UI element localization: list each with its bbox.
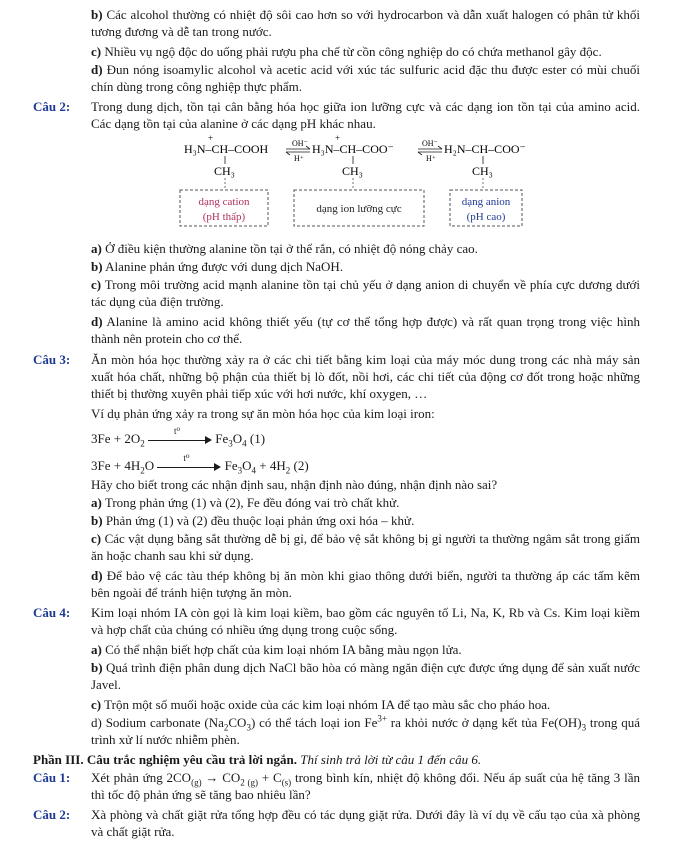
question-3-item-d: d) Để bảo vệ các tàu thép không bị ăn mòn khi giao thông dưới biển, người ta thường áp các tấm kẽm bên ngoài để tránh hiện tượng ăn mòn.: [91, 568, 641, 600]
arrow1-top-label: OH⁻: [292, 139, 308, 148]
part3-question-1-label: Câu 1:: [33, 770, 71, 785]
equation-1: $3Fe + 2O_2$ t⁰ $Fe_3O_4$ (1): [91, 426, 266, 449]
part3-question-1-text: Xét phản ứng $2CO_{(g)} \to CO_{2 (g)} + C_{(s)}$ trong bình kín, nhiệt độ không đổi. Nếu áp suất của hệ tăng 3 lần thì tốc độ phản ứng sẽ tăng bao nhiêu lần?: [91, 770, 640, 802]
anion-box-line1: dạng anion: [461, 196, 511, 208]
plus-charge-1: +: [208, 133, 214, 143]
question-4-item-a: a) Có thể nhận biết hợp chất của kim loại nhóm IA bằng màu ngọn lửa.: [91, 642, 462, 657]
cation-methyl: CH₃: [214, 164, 235, 178]
question-4-item-b: b) Quá trình điện phân dung dịch NaCl bão hòa có màng ngăn điện cực được ứng dụng để sản xuất nước Javel.: [91, 660, 640, 692]
question-3-label: Câu 3:: [33, 352, 71, 367]
zwitterion-box-label: dạng ion lưỡng cực: [316, 203, 402, 215]
part3-question-2-label: Câu 2:: [33, 807, 71, 822]
intro-item-b: b) Các alcohol thường có nhiệt độ sôi cao hơn so với hydrocarbon và dẫn xuất halogen có phân tử khối tương đương và dễ tan trong nước.: [91, 7, 641, 39]
anion-methyl: CH₃: [472, 164, 493, 178]
question-3-ask: Hãy cho biết trong các nhận định sau, nhận định nào đúng, nhận định nào sai?: [91, 477, 498, 492]
question-4-item-c: c) Trộn một số muối hoặc oxide của các kim loại nhóm IA để tạo màu sắc cho pháo hoa.: [91, 697, 551, 712]
anion-formula: H₂N–CH–COO⁻: [444, 142, 526, 156]
question-3-item-a: a) Trong phản ứng (1) và (2), Fe đều đóng vai trò chất khử.: [91, 495, 400, 510]
question-4-item-d: d) Sodium carbonate $(Na_2CO_3)$ có thể tách loại ion $Fe^{3+}$ ra khỏi nước ở dạng kết tủa $Fe(OH)_3$ trong quá trình xử lí nước nhiễm phèn.: [91, 713, 640, 747]
cation-box-line2: (pH thấp): [202, 211, 246, 223]
part-3-heading: Phần III. Câu trắc nghiệm yêu cầu trả lời ngắn. Thí sinh trả lời từ câu 1 đến câu 6.: [33, 752, 482, 767]
intro-item-c: c) Nhiều vụ ngộ độc do uống phải rượu pha chế từ cồn công nghiệp do có chứa methanol gây độc.: [91, 44, 602, 59]
arrow1-bottom-label: H⁺: [294, 154, 304, 163]
arrow2-bottom-label: H⁺: [426, 154, 436, 163]
reaction-arrow-1: t⁰: [148, 435, 212, 445]
question-3-example: Ví dụ phản ứng xảy ra trong sự ăn mòn hóa học của kim loại iron:: [91, 406, 435, 421]
intro-item-d: d) Đun nóng isoamylic alcohol và acetic acid với xúc tác sulfuric acid đặc thu được ester có mùi chuối chín dùng trong công nghiệp thực phẩm.: [91, 62, 641, 94]
question-2-label: Câu 2:: [33, 99, 71, 114]
question-4-label: Câu 4:: [33, 605, 71, 620]
arrow2-forward-head: [438, 146, 442, 149]
zwitterion-formula: H₃N–CH–COO⁻: [312, 142, 394, 156]
reaction-arrow-2: t⁰: [157, 462, 221, 472]
question-3-stem: Ăn mòn hóa học thường xảy ra ở các chi tiết bằng kim loại của máy móc dung trong các nhà máy sản xuất hóa chất, những bộ phận của thiết bị lò đốt, nồi hơi, các chi tiết của động cơ đốt trong hoặc những thiết bị thường xuyên phải tiếp xúc với hơi nước, khí oxygen, …: [91, 352, 640, 401]
question-2-item-c: c) Trong môi trường acid mạnh alanine tồn tại chủ yếu ở dạng anion di chuyển về phía cực dương dưới tác dụng của điện trường.: [91, 277, 641, 309]
question-2-item-d: d) Alanine là amino acid không thiết yếu (tự cơ thể tổng hợp được) và rất quan trọng trong việc hình thành nên protein cho cơ thể.: [91, 314, 640, 346]
arrow2-top-label: OH⁻: [422, 139, 438, 148]
question-4-stem: Kim loại nhóm IA còn gọi là kim loại kiềm, bao gồm các nguyên tố Li, Na, K, Rb và Cs. Kim loại kiềm và hợp chất của chúng có nhiều ứng dụng trong cuộc sống.: [91, 605, 640, 637]
anion-box-line2: (pH cao): [466, 211, 506, 223]
plus-charge-2: +: [335, 133, 341, 143]
alanine-equilibrium-diagram: [170, 132, 590, 230]
equation-2: $3Fe + 4H_2O$ t⁰ $Fe_3O_4 + 4H_2$ (2): [91, 453, 309, 476]
part3-question-2-text: Xà phòng và chất giặt rửa tổng hợp đều có tác dụng giặt rửa. Dưới đây là ví dụ về cấu tạo của xà phòng và chất giặt rửa.: [91, 807, 640, 839]
question-3-item-c: c) Các vật dụng bằng sắt thường dễ bị gỉ, để bảo vệ sắt không bị gỉ người ta thường ngâm sắt trong giấm ăn hoặc chanh sau khi sử dụng.: [91, 531, 640, 563]
arrow1-backward-head: [286, 152, 290, 155]
arrow2-backward-head: [418, 152, 422, 155]
question-2-item-a: a) Ở điều kiện thường alanine tồn tại ở thể rắn, có nhiệt độ nóng chảy cao.: [91, 241, 478, 256]
question-3-item-b: b) Phản ứng (1) và (2) đều thuộc loại phản ứng oxi hóa – khử.: [91, 513, 415, 528]
cation-box-line1: dạng cation: [198, 196, 250, 208]
cation-formula: H₃N–CH–COOH: [184, 142, 269, 156]
question-2-stem: Trong dung dịch, tồn tại cân bằng hóa học giữa ion lưỡng cực và các dạng ion tồn tại của amino acid. Các dạng tồn tại của alanine ở các dạng pH khác nhau.: [91, 99, 640, 131]
zwitterion-methyl: CH₃: [342, 164, 363, 178]
question-2-item-b: b) Alanine phản ứng được với dung dịch NaOH.: [91, 259, 344, 274]
